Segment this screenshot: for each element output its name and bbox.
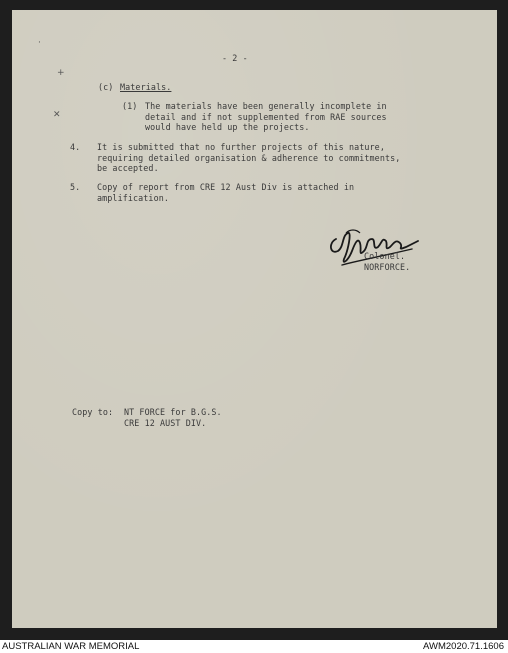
section-c-label: (c) (98, 82, 114, 92)
para-5-line: amplification. (97, 192, 169, 203)
signature-title: Colonel. (364, 251, 406, 261)
item-1-line: detail and if not supplemented from RAE sources (145, 111, 387, 122)
copy-to-recipient: CRE 12 AUST DIV. (124, 417, 207, 428)
para-5-number: 5. (70, 182, 81, 192)
signature-command: NORFORCE. (364, 261, 411, 272)
para-4-line: be accepted. (97, 163, 159, 173)
punch-mark: · (38, 38, 41, 48)
item-1-line: would have held up the projects. (145, 122, 310, 132)
para-4-line: requiring detailed organisation & adherence to commitments, (97, 152, 401, 163)
item-1-label: (1) (122, 101, 138, 111)
copy-to-label: Copy to: (72, 407, 114, 417)
copy-to-recipient: NT FORCE for B.G.S. (124, 407, 222, 417)
para-4-number: 4. (70, 142, 81, 152)
section-c-heading: Materials. (120, 82, 172, 92)
para-4-line: It is submitted that no further projects of this nature, (97, 142, 385, 152)
page-number: - 2 - (222, 53, 248, 63)
item-1-line: The materials have been generally incomplete in (145, 101, 387, 111)
punch-mark: + (57, 68, 65, 78)
punch-mark: ✕ (53, 110, 61, 120)
footer-institution: AUSTRALIAN WAR MEMORIAL (2, 641, 140, 652)
footer-accession-number: AWM2020.71.1606 (423, 641, 504, 652)
para-5-line: Copy of report from CRE 12 Aust Div is attached in (97, 182, 355, 192)
